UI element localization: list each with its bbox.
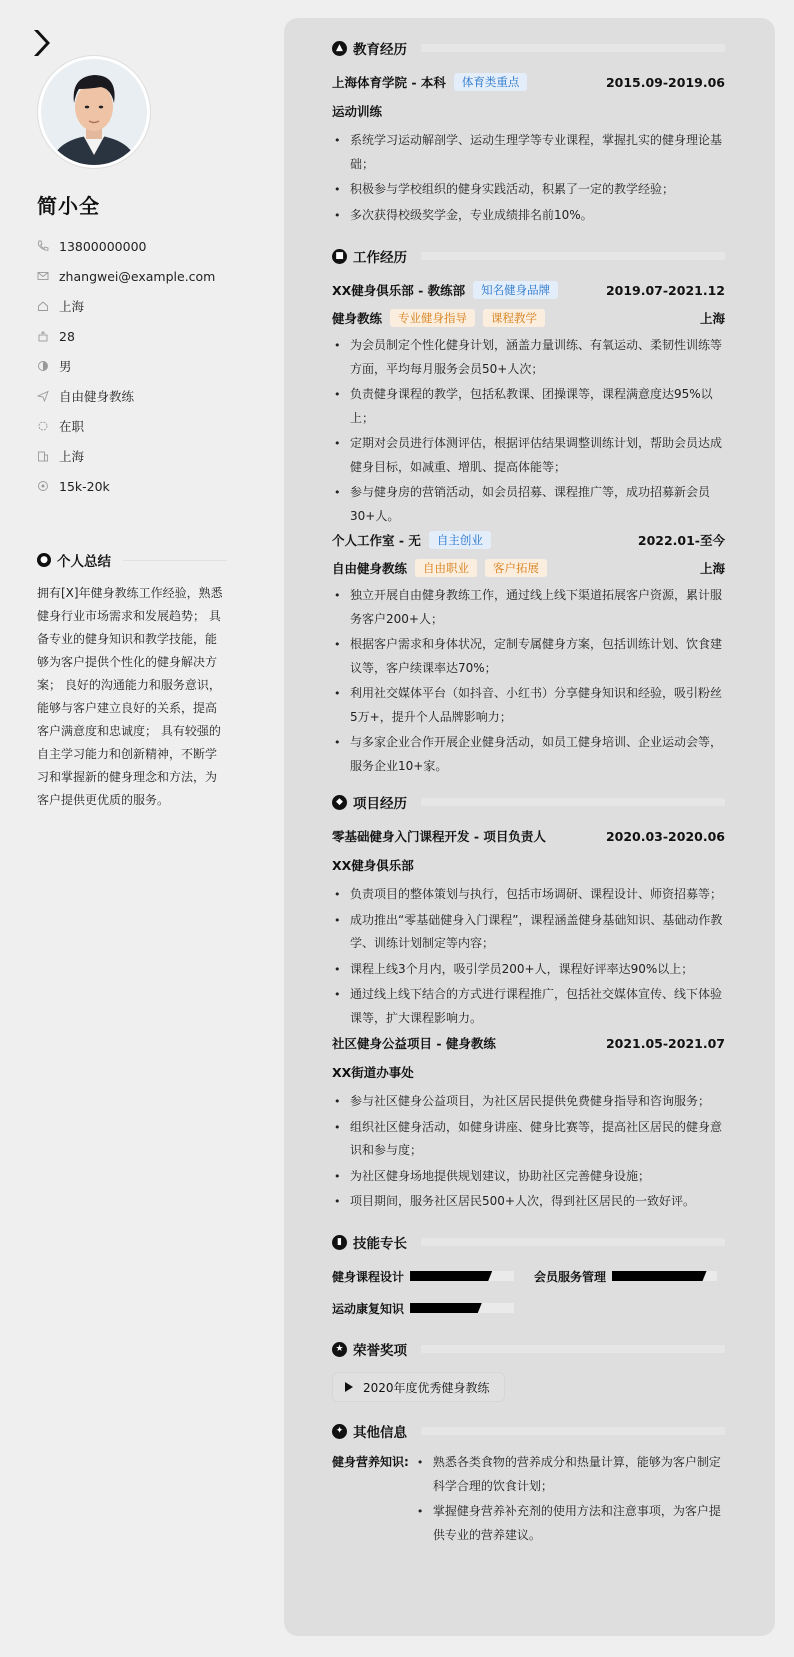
skill-name: 运动康复知识 [332, 1301, 405, 1316]
list-item: • 组织社区健身活动，如健身讲座、健身比赛等，提高社区居民的健身意识和参与度； [332, 1116, 725, 1163]
skill-item [534, 1266, 725, 1286]
list-item: • 多次获得校级奖学金，专业成绩排名前10%。 [332, 204, 725, 228]
work-row [332, 530, 725, 550]
project-icon: ◆ [332, 795, 347, 810]
role-row [332, 558, 725, 578]
contact-home-value: 上海 [59, 299, 85, 314]
contact-phone [37, 231, 215, 261]
other-label: 健身营养知识: [332, 1455, 409, 1469]
project-period: 2020.03-2020.06 [605, 828, 725, 844]
work-city: 上海 [699, 311, 725, 326]
list-item: • 参与健身房的营销活动，如会员招募、课程推广等，成功招募新会员30+人。 [332, 481, 725, 528]
contact-age [37, 321, 215, 351]
other-entry [332, 1451, 725, 1549]
send-icon [37, 390, 49, 402]
divider [123, 560, 227, 561]
project-bullets [332, 883, 725, 1030]
list-item: • 积极参与学校组织的健身实践活动，积累了一定的教学经验； [332, 178, 725, 202]
company-name: XX健身俱乐部 - 教练部 [332, 283, 466, 298]
divider [421, 1345, 725, 1353]
trophy-icon: ★ [332, 1342, 347, 1357]
list-item: • 系统学习运动解剖学、运动生理学等专业课程，掌握扎实的健身理论基础； [332, 129, 725, 176]
contact-age-value: 28 [59, 328, 75, 344]
major: 运动训练 [332, 104, 383, 119]
project-name: 社区健身公益项目 - 健身教练 [332, 1036, 496, 1051]
list-item: • 与多家企业合作开展企业健身活动，如员工健身培训、企业运动会等，服务企业10+家。 [332, 731, 725, 778]
education-title: 教育经历 [353, 42, 407, 58]
contact-job [37, 381, 215, 411]
role-tag: 专业健身指导 [390, 309, 475, 327]
list-item: • 独立开展自由健身教练工作，通过线上线下渠道拓展客户资源，累计服务客户200+人； [332, 584, 725, 631]
education-bullets [332, 129, 725, 227]
work-bullets [332, 334, 725, 528]
graduation-cap-icon: ▲ [332, 41, 347, 56]
work-city: 上海 [699, 561, 725, 576]
company-tag: 知名健身品牌 [473, 281, 558, 299]
home-icon [37, 300, 49, 312]
avatar [38, 56, 150, 168]
summary-header [37, 550, 227, 570]
role-tag: 自由职业 [415, 559, 477, 577]
contact-home [37, 291, 215, 321]
phone-icon [37, 240, 49, 252]
school-name: 上海体育学院 - 本科 [332, 75, 446, 90]
other-bullets [415, 1451, 725, 1549]
list-item: • 定期对会员进行体测评估，根据评估结果调整训练计划，帮助会员达成健身目标，如减重、增肌、提高体能等； [332, 432, 725, 479]
bar-chart-icon: ▮ [332, 1235, 347, 1250]
status-icon [37, 420, 49, 432]
project-bullets [332, 1090, 725, 1214]
skill-bar [410, 1303, 514, 1313]
list-item: • 负责健身课程的教学，包括私教课、团操课等，课程满意度达95%以上； [332, 383, 725, 430]
summary-section [37, 550, 227, 812]
list-item: • 为会员制定个性化健身计划，涵盖力量训练、有氧运动、柔韧性训练等方面，平均每月服务会员50+人次； [332, 334, 725, 381]
company-tag: 自主创业 [429, 531, 491, 549]
projects-header [332, 792, 725, 812]
role-row [332, 308, 725, 328]
work-row [332, 280, 725, 300]
project-entry-2 [332, 1033, 725, 1216]
contact-status [37, 411, 215, 441]
education-row [332, 72, 725, 92]
award-chip [332, 1372, 505, 1402]
other-title: 其他信息 [353, 1425, 407, 1441]
project-org-row [332, 1062, 725, 1082]
project-period: 2021.05-2021.07 [605, 1035, 725, 1051]
contact-salary [37, 471, 215, 501]
divider [421, 1427, 725, 1435]
role-tag: 客户拓展 [485, 559, 547, 577]
avatar-photo [41, 59, 147, 165]
list-item: • 熟悉各类食物的营养成分和热量计算，能够为客户制定科学合理的饮食计划； [415, 1451, 725, 1498]
divider [421, 798, 725, 806]
honors-header [332, 1339, 725, 1359]
project-name: 零基础健身入门课程开发 - 项目负责人 [332, 829, 546, 844]
contact-list [37, 231, 215, 501]
summary-text: 拥有[X]年健身教练工作经验，熟悉健身行业市场需求和发展趋势； 具备专业的健身知识和教学技能，能够为客户提供个性化的健身解决方案； 良好的沟通能力和服务意识，能够与客户建立良好的关系，提高客户满意度和忠诚度； 具有较强的自主学习能力和创新精神，不断学习和掌握新的健身理念和方法，为客户提供更优质的服务。 [37, 586, 223, 807]
project-row [332, 826, 725, 846]
work-header [332, 246, 725, 266]
contact-salary-value: 15k-20k [59, 478, 110, 494]
skill-bar [612, 1271, 717, 1281]
list-item: • 成功推出“零基础健身入门课程”，课程涵盖健身基础知识、基础动作教学、训练计划制定等内容； [332, 909, 725, 956]
contact-gender-value: 男 [59, 359, 72, 374]
play-icon [345, 1382, 353, 1392]
main-panel [284, 18, 775, 1636]
role-name: 健身教练 [332, 311, 383, 326]
list-item: • 通过线上线下结合的方式进行课程推广，包括社交媒体宣传、线下体验课等，扩大课程影响力。 [332, 983, 725, 1030]
contact-city [37, 441, 215, 471]
projects-title: 项目经历 [353, 796, 407, 812]
project-org-row [332, 855, 725, 875]
skill-fill [612, 1271, 707, 1281]
role-tag: 课程教学 [483, 309, 545, 327]
list-item: • 为社区健身场地提供规划建议，协助社区完善健身设施； [332, 1165, 725, 1189]
skill-name: 健身课程设计 [332, 1269, 405, 1284]
education-entry [332, 72, 725, 229]
role-name: 自由健身教练 [332, 561, 408, 576]
skill-name: 会员服务管理 [534, 1269, 607, 1284]
divider [421, 44, 725, 52]
mail-icon [37, 270, 49, 282]
list-item: • 根据客户需求和身体状况，定制专属健身方案，包括训练计划、饮食建议等，客户续课率达70%； [332, 633, 725, 680]
user-icon: ● [37, 553, 51, 567]
project-org: XX健身俱乐部 [332, 858, 414, 873]
education-header [332, 38, 725, 58]
info-icon: ✦ [332, 1424, 347, 1439]
list-item: • 利用社交媒体平台（如抖音、小红书）分享健身知识和经验，吸引粉丝5万+，提升个人品牌影响力； [332, 682, 725, 729]
other-header [332, 1421, 725, 1441]
list-item: • 项目期间，服务社区居民500+人次，得到社区居民的一致好评。 [332, 1190, 725, 1214]
work-bullets [332, 584, 725, 778]
skill-bar [410, 1271, 514, 1281]
school-tag: 体育类重点 [454, 73, 528, 91]
contact-phone-value: 13800000000 [59, 238, 147, 254]
project-row [332, 1033, 725, 1053]
briefcase-icon: ■ [332, 249, 347, 264]
list-item: • 课程上线3个月内，吸引学员200+人，课程好评率达90%以上； [332, 958, 725, 982]
skill-item [332, 1266, 522, 1286]
summary-title: 个人总结 [57, 554, 111, 570]
work-entry-2 [332, 530, 725, 780]
work-title: 工作经历 [353, 250, 407, 266]
project-org: XX街道办事处 [332, 1065, 414, 1080]
honors-title: 荣誉奖项 [353, 1343, 407, 1359]
list-item: • 负责项目的整体策划与执行，包括市场调研、课程设计、师资招募等； [332, 883, 725, 907]
list-item: • 掌握健身营养补充剂的使用方法和注意事项，为客户提供专业的营养建议。 [415, 1500, 725, 1547]
award-name: 2020年度优秀健身教练 [363, 1380, 490, 1395]
company-name: 个人工作室 - 无 [332, 533, 421, 548]
skills-header [332, 1232, 725, 1252]
gender-icon [37, 360, 49, 372]
divider [421, 252, 725, 260]
building-icon [37, 450, 49, 462]
divider [421, 1238, 725, 1246]
candidate-name: 简小全 [37, 194, 100, 218]
skills-list [332, 1266, 725, 1330]
skill-fill [410, 1303, 482, 1313]
contact-city-value: 上海 [59, 449, 85, 464]
skill-fill [410, 1271, 492, 1281]
project-entry-1 [332, 826, 725, 1032]
list-item: • 参与社区健身公益项目，为社区居民提供免费健身指导和咨询服务； [332, 1090, 725, 1114]
contact-email-value: zhangwei@example.com [59, 268, 216, 284]
skills-title: 技能专长 [353, 1236, 407, 1252]
education-period: 2015.09-2019.06 [605, 74, 725, 90]
major-row [332, 101, 725, 121]
salary-icon [37, 480, 49, 492]
contact-email [37, 261, 215, 291]
work-entry-1 [332, 280, 725, 530]
work-period: 2019.07-2021.12 [605, 282, 725, 298]
skill-item [332, 1298, 725, 1318]
brand-logo-icon [32, 28, 54, 58]
contact-status-value: 在职 [59, 419, 85, 434]
age-icon [37, 330, 49, 342]
work-period: 2022.01-至今 [637, 533, 725, 548]
contact-job-value: 自由健身教练 [59, 389, 135, 404]
contact-gender [37, 351, 215, 381]
